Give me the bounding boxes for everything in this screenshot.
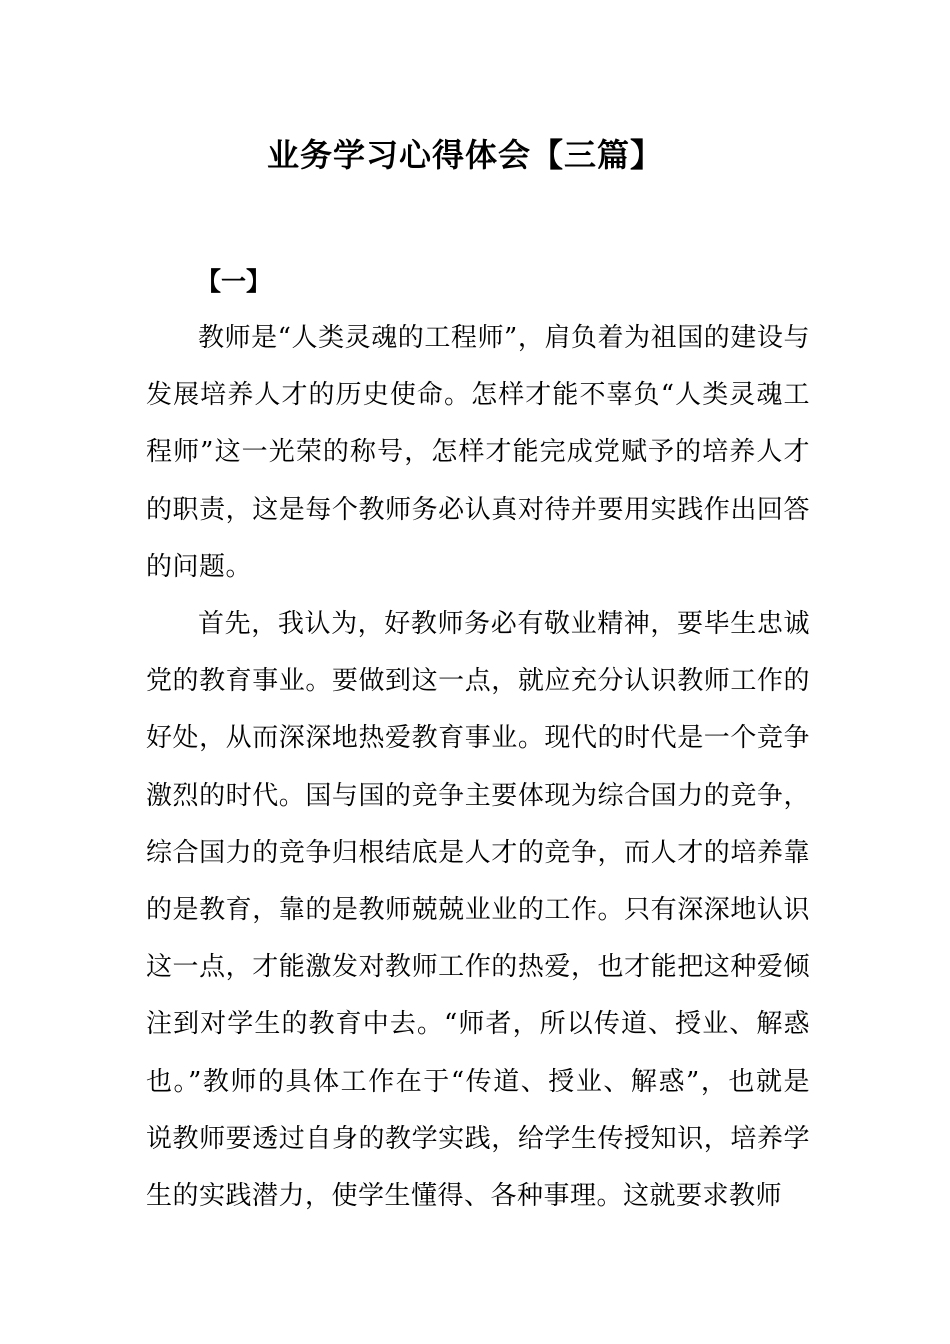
paragraph-1: 教师是“人类灵魂的工程师”，肩负着为祖国的建设与发展培养人才的历史使命。怎样才能不辜负“人类灵魂工程师”这一光荣的称号，怎样才能完成党赋予的培养人才的职责，这是每个教师务必认真对待并要用实践作出回答的问题。 <box>146 323 810 582</box>
document-title: 业务学习心得体会【三篇】 <box>266 136 663 174</box>
paragraph-2: 首先，我认为，好教师务必有敬业精神，要毕生忠诚党的教育事业。要做到这一点，就应充分认识教师工作的好处，从而深深地热爱教育事业。现代的时代是一个竞争激烈的时代。国与国的竞争主要体现为综合国力的竞争，综合国力的竞争归根结底是人才的竞争，而人才的培养靠的是教育，靠的是教师兢兢业业的工作。只有深深地认识这一点，才能激发对教师工作的热爱，也才能把这种爱倾注到对学生的教育中去。“师者，所以传道、授业、解惑也。”教师的具体工作在于“传道、授业、解惑”，也就是说教师要透过自身的教学实践，给学生传授知识，培养学生的实践潜力，使学生懂得、各种事理。这就要求教师 <box>146 609 810 1212</box>
section-heading: 【一】 <box>196 267 272 296</box>
